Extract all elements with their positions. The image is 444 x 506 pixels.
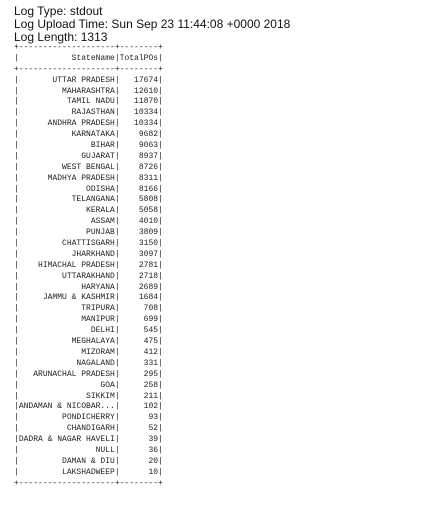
table-row: | LAKSHADWEEP| 10| (14, 467, 163, 477)
state-name-cell: UTTARAKHAND (18, 271, 115, 281)
state-name-cell: TAMIL NADU (18, 97, 115, 107)
total-pos-cell: 9682 (119, 130, 159, 140)
state-name-cell: NULL (18, 445, 115, 455)
total-pos-cell: 11870 (119, 97, 159, 107)
total-pos-cell: 295 (119, 369, 159, 379)
table-row: | RAJASTHAN| 10334| (14, 108, 163, 118)
table-border-header: +--------------------+--------+ (14, 64, 163, 74)
state-name-cell: ODISHA (18, 184, 115, 194)
total-pos-cell: 10334 (119, 108, 159, 118)
state-name-cell: HIMACHAL PRADESH (18, 260, 115, 270)
table-row: | KERALA| 5058| (14, 206, 163, 216)
table-row: | SIKKIM| 211| (14, 391, 163, 401)
total-pos-cell: 1684 (119, 293, 159, 303)
log-header (14, 5, 290, 44)
table-row: | ODISHA| 8166| (14, 184, 163, 194)
total-pos-cell: 17674 (119, 75, 159, 85)
table-row: | DAMAN & DIU| 20| (14, 456, 163, 466)
log-length-line: Log Length: 1313 (14, 30, 108, 44)
table-row: | TELANGANA| 5808| (14, 195, 163, 205)
total-pos-cell: 2781 (119, 260, 159, 270)
state-name-cell: ANDHRA PRADESH (18, 119, 115, 129)
total-pos-cell: 36 (119, 445, 159, 455)
total-pos-cell: 5058 (119, 206, 159, 216)
state-name-cell: DADRA & NAGAR HAVELI (18, 435, 115, 445)
table-header-row: | StateName|TotalPOs| (14, 53, 163, 63)
state-name-cell: KERALA (18, 206, 115, 216)
table-row: | UTTAR PRADESH| 17674| (14, 75, 163, 85)
state-name-cell: UTTAR PRADESH (18, 75, 115, 85)
state-name-cell: MAHARASHTRA (18, 86, 115, 96)
table-border-top: +--------------------+--------+ (14, 43, 163, 52)
total-pos-cell: 8166 (119, 184, 159, 194)
table-row: | PUNJAB| 3809| (14, 228, 163, 238)
column-header: TotalPOs (119, 53, 159, 63)
table-row: | UTTARAKHAND| 2718| (14, 271, 163, 281)
table-row: | TRIPURA| 708| (14, 304, 163, 314)
total-pos-cell: 93 (119, 413, 159, 423)
state-name-cell: LAKSHADWEEP (18, 467, 115, 477)
state-name-cell: DAMAN & DIU (18, 456, 115, 466)
table-row: | MAHARASHTRA| 12610| (14, 86, 163, 96)
table-row: | MIZORAM| 412| (14, 347, 163, 357)
total-pos-cell: 3150 (119, 239, 159, 249)
total-pos-cell: 412 (119, 347, 159, 357)
state-name-cell: MANIPUR (18, 315, 115, 325)
state-name-cell: ARUNACHAL PRADESH (18, 369, 115, 379)
table-row: | WEST BENGAL| 8726| (14, 162, 163, 172)
state-name-cell: SIKKIM (18, 391, 115, 401)
total-pos-cell: 699 (119, 315, 159, 325)
log-output (14, 43, 163, 490)
total-pos-cell: 3809 (119, 228, 159, 238)
total-pos-cell: 39 (119, 435, 159, 445)
table-row: | CHANDIGARH| 52| (14, 424, 163, 434)
table-row: | GOA| 258| (14, 380, 163, 390)
state-name-cell: ANDAMAN & NICOBAR... (18, 402, 115, 412)
state-name-cell: NAGALAND (18, 358, 115, 368)
total-pos-cell: 475 (119, 337, 159, 347)
table-row: | ASSAM| 4010| (14, 217, 163, 227)
total-pos-cell: 8311 (119, 173, 159, 183)
table-row: | NAGALAND| 331| (14, 358, 163, 368)
column-header: StateName (18, 53, 115, 63)
total-pos-cell: 52 (119, 424, 159, 434)
log-upload-time-line: Log Upload Time: Sun Sep 23 11:44:08 +0000 2018 (14, 17, 291, 31)
total-pos-cell: 545 (119, 326, 159, 336)
state-name-cell: MIZORAM (18, 347, 115, 357)
state-name-cell: TRIPURA (18, 304, 115, 314)
state-name-cell: PONDICHERRY (18, 413, 115, 423)
total-pos-cell: 258 (119, 380, 159, 390)
state-name-cell: HARYANA (18, 282, 115, 292)
table-row: | ARUNACHAL PRADESH| 295| (14, 369, 163, 379)
table-row: | MEGHALAYA| 475| (14, 337, 163, 347)
table-row: | MANIPUR| 699| (14, 315, 163, 325)
state-name-cell: JHARKHAND (18, 249, 115, 259)
total-pos-cell: 708 (119, 304, 159, 314)
table-row: | BIHAR| 9063| (14, 141, 163, 151)
state-name-cell: MEGHALAYA (18, 337, 115, 347)
table-row: | CHATTISGARH| 3150| (14, 239, 163, 249)
total-pos-cell: 102 (119, 402, 159, 412)
total-pos-cell: 20 (119, 456, 159, 466)
table-row: | HARYANA| 2689| (14, 282, 163, 292)
state-name-cell: MADHYA PRADESH (18, 173, 115, 183)
table-row: | HIMACHAL PRADESH| 2781| (14, 260, 163, 270)
total-pos-cell: 8726 (119, 162, 159, 172)
table-row: |DADRA & NAGAR HAVELI| 39| (14, 435, 163, 445)
state-name-cell: BIHAR (18, 141, 115, 151)
table-row: |ANDAMAN & NICOBAR...| 102| (14, 402, 163, 412)
total-pos-cell: 2718 (119, 271, 159, 281)
table-border-bottom: +--------------------+--------+ (14, 478, 163, 488)
total-pos-cell: 12610 (119, 86, 159, 96)
table-row: | KARNATAKA| 9682| (14, 130, 163, 140)
state-name-cell: WEST BENGAL (18, 162, 115, 172)
log-type-line: Log Type: stdout (14, 4, 103, 18)
state-name-cell: GUJARAT (18, 151, 115, 161)
total-pos-cell: 8937 (119, 151, 159, 161)
total-pos-cell: 331 (119, 358, 159, 368)
total-pos-cell: 10 (119, 467, 159, 477)
table-row: | DELHI| 545| (14, 326, 163, 336)
state-name-cell: TELANGANA (18, 195, 115, 205)
total-pos-cell: 2689 (119, 282, 159, 292)
table-row: | JAMMU & KASHMIR| 1684| (14, 293, 163, 303)
state-name-cell: ASSAM (18, 217, 115, 227)
table-row: | MADHYA PRADESH| 8311| (14, 173, 163, 183)
total-pos-cell: 211 (119, 391, 159, 401)
state-name-cell: KARNATAKA (18, 130, 115, 140)
total-pos-cell: 4010 (119, 217, 159, 227)
table-row: | PONDICHERRY| 93| (14, 413, 163, 423)
table-row: | TAMIL NADU| 11870| (14, 97, 163, 107)
state-name-cell: GOA (18, 380, 115, 390)
state-name-cell: DELHI (18, 326, 115, 336)
table-row: | GUJARAT| 8937| (14, 151, 163, 161)
state-name-cell: JAMMU & KASHMIR (18, 293, 115, 303)
table-row: | NULL| 36| (14, 445, 163, 455)
state-name-cell: CHATTISGARH (18, 239, 115, 249)
total-pos-cell: 5808 (119, 195, 159, 205)
state-name-cell: RAJASTHAN (18, 108, 115, 118)
total-pos-cell: 3097 (119, 249, 159, 259)
state-name-cell: CHANDIGARH (18, 424, 115, 434)
table-row: | ANDHRA PRADESH| 10334| (14, 119, 163, 129)
table-row: | JHARKHAND| 3097| (14, 249, 163, 259)
total-pos-cell: 10334 (119, 119, 159, 129)
total-pos-cell: 9063 (119, 141, 159, 151)
state-name-cell: PUNJAB (18, 228, 115, 238)
